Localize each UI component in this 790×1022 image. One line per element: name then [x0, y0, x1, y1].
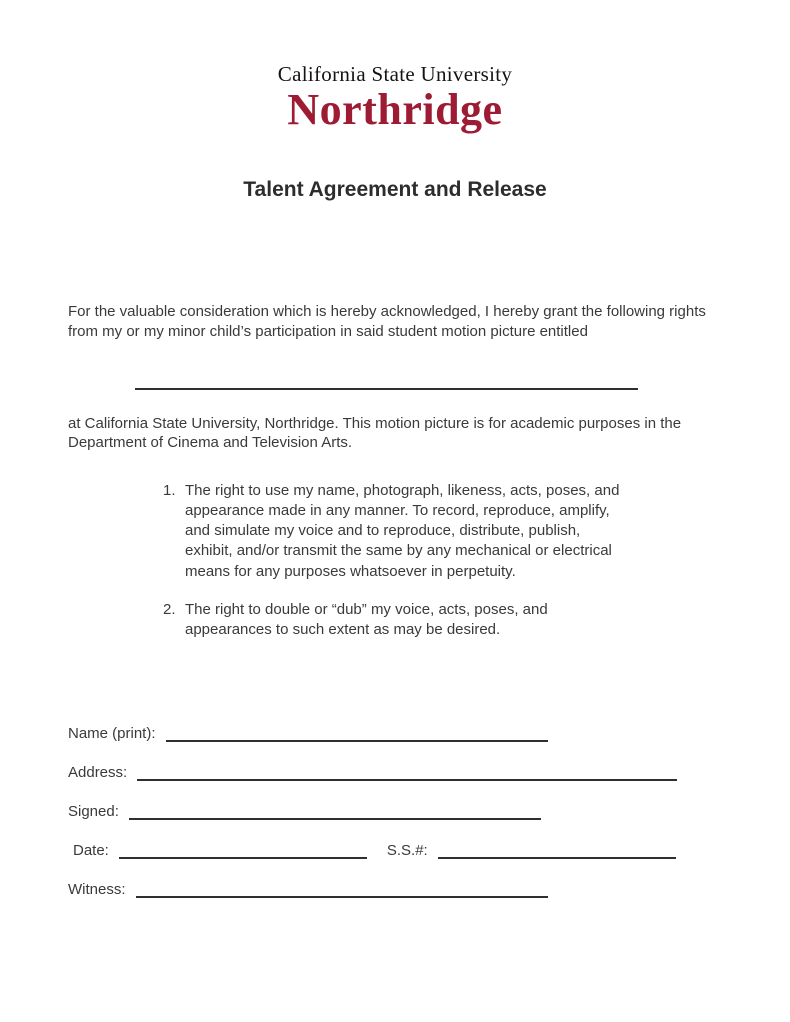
witness-field-row — [68, 874, 790, 898]
list-item-text: The right to use my name, photograph, likeness, acts, poses, and appearance made in any manner. To record, reproduce, amplify, and simulate my voice and to reproduce, distribute, publish, exhibit, and/or transmit the same by any mechanical or electrical means for any purposes whatsoever in perpetuity. — [185, 482, 620, 580]
date-blank[interactable] — [119, 835, 367, 859]
document-title: Talent Agreement and Release — [243, 178, 547, 201]
list-item-text: The right to double or “dub” my voice, acts, poses, and appearances to such extent as may be desired. — [185, 600, 548, 638]
logo-campus-text: Northridge — [287, 85, 503, 134]
ssn-label: S.S.#: — [386, 841, 428, 859]
signed-field-row — [68, 796, 790, 820]
motion-picture-title-blank[interactable] — [135, 388, 638, 390]
date-ssn-field-row — [68, 835, 790, 859]
witness-blank[interactable] — [136, 874, 548, 898]
list-item-number: 1. — [163, 482, 176, 500]
rights-list — [163, 481, 790, 640]
continuation-paragraph: at California State University, Northridge. This motion picture is for academic purposes in the Department of Cinema and Television Arts. — [68, 414, 682, 452]
ssn-blank[interactable] — [438, 835, 676, 859]
address-field-row — [68, 757, 790, 781]
signed-blank[interactable] — [129, 796, 541, 820]
logo-institution-text: California State University — [277, 62, 513, 86]
witness-label: Witness: — [68, 880, 126, 898]
intro-paragraph: For the valuable consideration which is hereby acknowledged, I hereby grant the following rights from my or my minor child’s participation in said student motion picture entitled — [68, 303, 706, 340]
address-blank[interactable] — [137, 757, 677, 781]
address-label: Address: — [68, 763, 128, 781]
list-item-number: 2. — [163, 600, 176, 618]
csun-logo — [0, 0, 790, 132]
signed-label: Signed: — [68, 802, 119, 820]
list-item — [163, 600, 627, 640]
signature-fields — [68, 718, 790, 898]
list-item — [163, 481, 627, 581]
name-field-row — [68, 718, 790, 742]
name-blank[interactable] — [166, 718, 548, 742]
name-label: Name (print): — [68, 724, 156, 742]
date-label: Date: — [73, 841, 109, 859]
